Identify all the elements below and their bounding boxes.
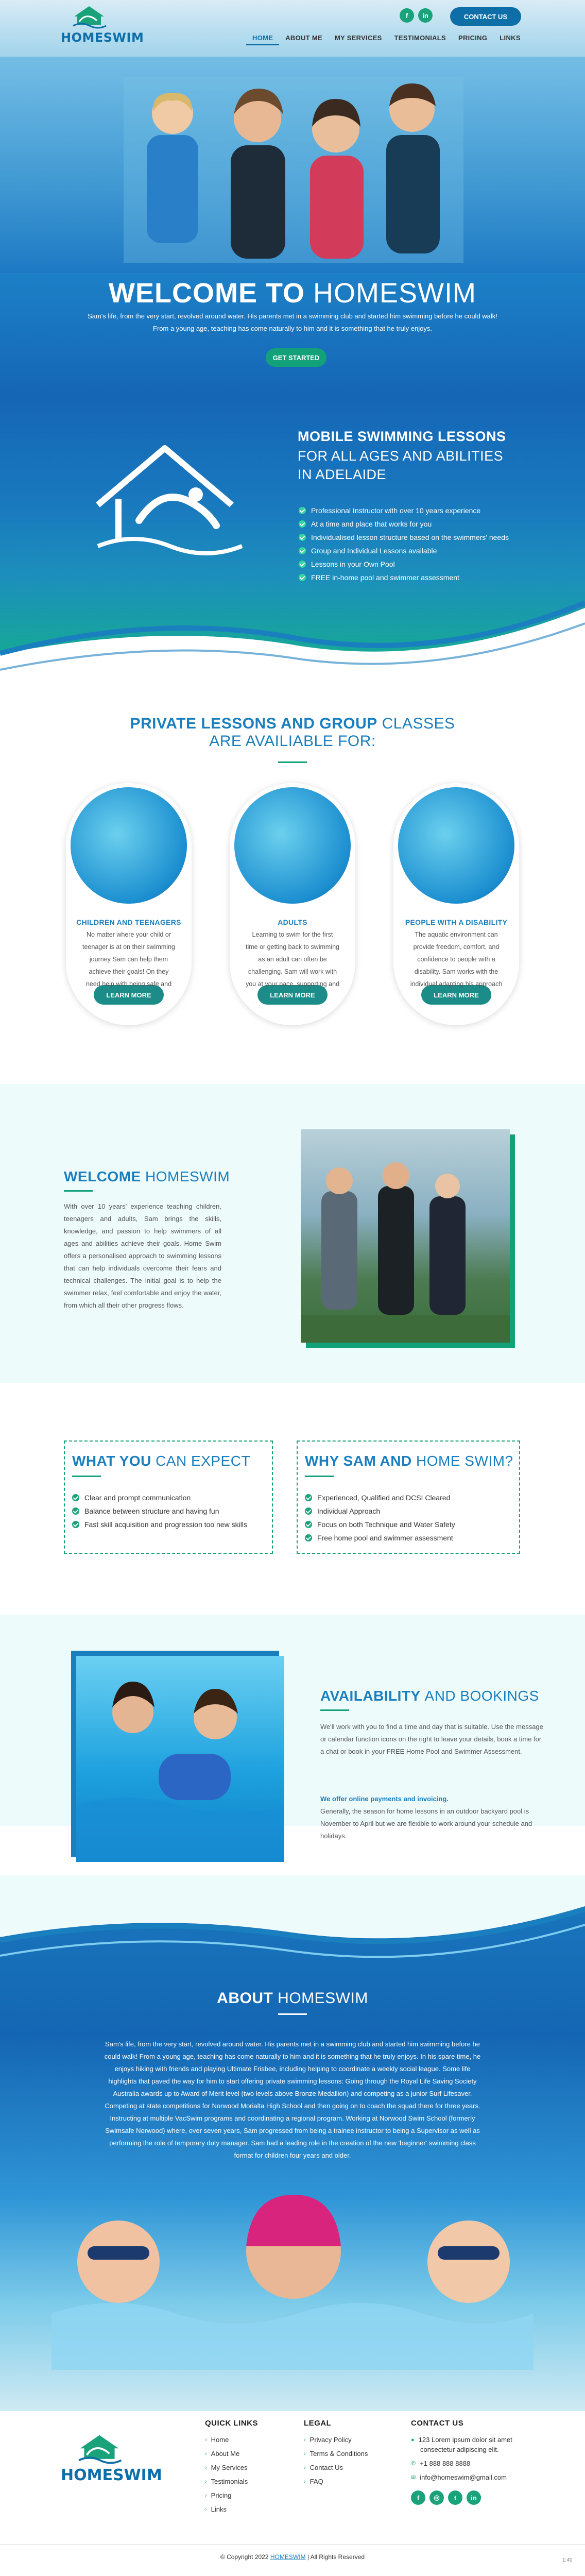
mobile-subtitle-2: IN ADELAIDE	[298, 467, 387, 482]
footer-link-contact[interactable]: › Contact Us	[304, 2464, 343, 2471]
footer-link-terms[interactable]: › Terms & Conditions	[304, 2450, 368, 2458]
list-item: Clear and prompt communication	[72, 1491, 247, 1504]
footer-link-links[interactable]: › Links	[205, 2505, 227, 2513]
card-title: PEOPLE WITH A DISABILITY	[405, 918, 508, 926]
group-photo	[301, 1129, 510, 1343]
welcome-text: With over 10 years' experience teaching children, teenagers and adults, Sam brings the skills, knowledge, and passion to help swimmers of all ages and abilities achieve their goals. Home Swim offers a personalised approach to swimming lessons that can help individuals overcome their fears and technical challenges. The initial goal is to help the swimmer relax, feel comfortable and enjoy the water, from which all their other progress flows.	[64, 1202, 221, 1309]
site-header	[0, 0, 585, 44]
card-text: The aquatic environment can provide freedom, comfort, and confidence to people with a disability. Sam works with the individual adapting his approach	[410, 931, 503, 988]
people-standing-image	[301, 1129, 510, 1343]
about-title: ABOUT HOMESWIM	[217, 1990, 368, 2007]
legal-title: LEGAL	[304, 2419, 332, 2428]
house-swimmer-logo-icon	[71, 4, 107, 28]
card-disability	[393, 783, 519, 1025]
list-item: Fast skill acquisition and progression too new skills	[72, 1518, 247, 1531]
chevron-right-icon: ›	[304, 2450, 306, 2457]
email-line[interactable]: ✉ info@homeswim@gmail.com	[411, 2473, 507, 2481]
title-underline	[64, 1190, 93, 1192]
list-item: Group and Individual Lessons available	[299, 544, 509, 557]
check-icon	[72, 1494, 79, 1501]
list-item: At a time and place that works for you	[299, 517, 509, 531]
welcome-title: WELCOME HOMESWIM	[64, 1168, 230, 1184]
list-item: Individual Approach	[305, 1504, 455, 1518]
nav-links[interactable]: LINKS	[500, 34, 521, 42]
address-line: ● 123 Lorem ipsum dolor sit amet	[411, 2436, 512, 2444]
chevron-right-icon: ›	[205, 2478, 207, 2485]
card-children	[66, 783, 192, 1025]
location-pin-icon: ●	[411, 2436, 415, 2443]
payments-note: We offer online payments and invoicing.	[320, 1795, 449, 1803]
footer-wordmark: HOMESWIM	[61, 2466, 162, 2484]
check-icon	[305, 1494, 312, 1501]
corner-badge: 1:40	[562, 2557, 573, 2563]
linkedin-icon[interactable]: in	[418, 8, 433, 23]
mobile-subtitle-1: FOR ALL AGES AND ABILITIES	[298, 448, 504, 464]
check-icon	[72, 1507, 79, 1515]
chevron-right-icon: ›	[205, 2492, 207, 2499]
footer-link-pricing[interactable]: › Pricing	[205, 2492, 232, 2499]
why-list	[305, 1491, 455, 1545]
card-title: ADULTS	[278, 918, 307, 926]
family-photo	[124, 77, 463, 263]
about-section	[0, 1875, 585, 2411]
title-underline	[278, 761, 307, 763]
site-footer	[0, 2411, 585, 2576]
check-icon	[72, 1521, 79, 1528]
check-icon	[305, 1534, 312, 1541]
linkedin-icon[interactable]: in	[467, 2490, 481, 2505]
learn-more-button[interactable]: LEARN MORE	[421, 985, 491, 1005]
footer-logo[interactable]	[61, 2432, 162, 2484]
facebook-icon[interactable]: f	[411, 2490, 425, 2505]
list-item: Lessons in your Own Pool	[299, 557, 509, 571]
list-item: Focus on both Technique and Water Safety	[305, 1518, 455, 1531]
address-line: consectetur adipiscing elit.	[420, 2446, 499, 2453]
check-icon	[299, 574, 306, 581]
why-box	[297, 1440, 520, 1554]
hero-title: WELCOME TO HOMESWIM	[109, 278, 476, 309]
availability-title: AVAILABILITY AND BOOKINGS	[320, 1688, 539, 1704]
chevron-right-icon: ›	[205, 2464, 207, 2471]
check-icon	[299, 547, 306, 554]
title-underline	[72, 1476, 101, 1477]
footer-link-testimonials[interactable]: › Testimonials	[205, 2478, 248, 2485]
list-item: Free home pool and swimmer assessment	[305, 1531, 455, 1545]
list-item: FREE in-home pool and swimmer assessment	[299, 571, 509, 584]
title-underline	[320, 1709, 349, 1711]
title-underline	[278, 2013, 307, 2015]
legal-column	[304, 2419, 368, 2488]
card-text: No matter where your child or teenager is at on their swimming journey Sam can help them achieve their goals! On they need help with being safe and	[82, 931, 175, 988]
availability-text-1: We'll work with you to find a time and day that is suitable. Use the message or calendar function icons on the right to leave your details, book a time for a chat or book in your FREE Home Pool and Swimmer Assessment.	[320, 1723, 543, 1755]
list-item: Individualised lesson structure based on the swimmers' needs	[299, 531, 509, 544]
adults-photo	[234, 787, 351, 904]
footer-link-services[interactable]: › My Services	[205, 2464, 248, 2471]
check-icon	[299, 520, 306, 528]
availability-section	[0, 1615, 585, 1840]
get-started-button[interactable]: GET STARTED	[266, 348, 326, 367]
house-swimmer-graphic-icon	[88, 438, 242, 556]
footer-social	[411, 2490, 512, 2505]
nav-about-me[interactable]: ABOUT ME	[285, 34, 322, 42]
welcome-section	[0, 1084, 585, 1383]
copyright-link[interactable]: HOMESWIM	[270, 2553, 306, 2561]
main-nav	[246, 32, 527, 45]
copyright: © Copyright 2022 HOMESWIM | All Rights Reserved	[220, 2553, 365, 2561]
chevron-right-icon: ›	[304, 2464, 306, 2471]
quick-links-title: QUICK LINKS	[205, 2419, 258, 2428]
contact-column	[411, 2419, 512, 2505]
footer-link-faq[interactable]: › FAQ	[304, 2478, 323, 2485]
nav-testimonials[interactable]: TESTIMONIALS	[394, 34, 446, 42]
chevron-right-icon: ›	[205, 2436, 207, 2443]
footer-link-about[interactable]: › About Me	[205, 2450, 240, 2458]
hero-section	[0, 0, 585, 397]
mail-icon: ✉	[411, 2475, 416, 2481]
kids-swimming-image	[51, 2184, 534, 2370]
check-icon	[299, 507, 306, 514]
list-item: Professional Instructor with over 10 years experience	[299, 504, 509, 517]
swimmers-image	[76, 1656, 284, 1862]
header-social	[400, 8, 433, 23]
footer-link-home[interactable]: › Home	[205, 2436, 229, 2444]
wave-divider	[0, 1875, 585, 1973]
about-text: Sam's life, from the very start, revolved around water. His parents met in a swimming club and started him swimming before he could walk! From a young age, teaching has come naturally to him and it is something that he truly enjoys. In his spare time, he enjoys hiking with friends and playing Ultimate Frisbee, including helping to coordinate a weekly social league. Some life highlights that paved the way for him to start offering private swimming lessons: Going through the Royal Life Saving Society Australia awards up to Award of Merit level (two levels above Bronze Medallion) and competing as a junior Surf Lifesaver. Competing at state competitions for Norwood Morialta High School and then going on to coach the squad there for three years. Instructing at multiple VacSwim programs and coordinating a regional program. Working at Norwood Swim School (formerly Swimsafe Norwood) where, over seven years, Sam progressed from being a trainee instructor to being a Supervisor as well as performing the role of temporary duty manager. Sam had a leading role in the creation of the new 'beginner' swimming class format for children four years and older.	[104, 2040, 481, 2159]
expect-list	[72, 1491, 247, 1531]
quick-links-column	[205, 2419, 258, 2516]
chevron-right-icon: ›	[205, 2506, 207, 2513]
chevron-right-icon: ›	[304, 2436, 306, 2443]
facebook-icon[interactable]: f	[400, 8, 414, 23]
hero-line-1: Sam's life, from the very start, revolved around water. His parents met in a swimming club and started him swimming before he could walk!	[88, 312, 497, 320]
list-item: Balance between structure and having fun	[72, 1504, 247, 1518]
card-adults	[230, 783, 355, 1025]
nav-pricing[interactable]: PRICING	[458, 34, 488, 42]
hero-line-2: From a young age, teaching has come naturally to him and it is something that he truly enjoys.	[153, 325, 432, 332]
chevron-right-icon: ›	[304, 2478, 306, 2485]
why-title: WHY SAM AND HOME SWIM?	[305, 1453, 513, 1469]
mobile-title: MOBILE SWIMMING LESSONS	[298, 429, 506, 444]
disability-photo	[398, 787, 514, 904]
check-icon	[305, 1507, 312, 1515]
expect-box	[64, 1440, 273, 1554]
nav-home[interactable]: HOME	[246, 32, 279, 45]
phone-line[interactable]: ✆ +1 888 888 8888	[411, 2460, 471, 2467]
house-swimmer-logo-icon	[76, 2432, 123, 2464]
private-lessons-title: PRIVATE LESSONS AND GROUP CLASSES ARE AVAILIABLE FOR:	[130, 715, 455, 750]
card-title: CHILDREN AND TEENAGERS	[76, 918, 181, 926]
learn-more-button[interactable]: LEARN MORE	[257, 985, 328, 1005]
check-icon	[299, 561, 306, 568]
card-text: Learning to swim for the first time or getting back to swimming as an adult can often be challenging. Sam will work with you at your pace, supporting and	[245, 931, 340, 988]
contact-us-button[interactable]: CONTACT US	[450, 7, 521, 26]
footer-divider	[0, 2544, 585, 2545]
title-underline	[305, 1476, 334, 1477]
check-icon	[305, 1521, 312, 1528]
children-photo	[71, 787, 187, 904]
availability-text-2: Generally, the season for home lessons in an outdoor backyard pool is November to April but we are flexible to work around your schedule and holidays.	[320, 1807, 532, 1840]
nav-my-services[interactable]: MY SERVICES	[334, 34, 382, 42]
learn-more-button[interactable]: LEARN MORE	[94, 985, 164, 1005]
twitter-icon[interactable]: t	[448, 2490, 462, 2505]
header-logo[interactable]	[61, 4, 144, 45]
check-icon	[299, 534, 306, 541]
wave-divider	[0, 592, 585, 690]
instagram-icon[interactable]: ◎	[429, 2490, 444, 2505]
contact-title: CONTACT US	[411, 2419, 464, 2428]
logo-wordmark: HOMESWIM	[61, 30, 144, 45]
footer-link-privacy[interactable]: › Privacy Policy	[304, 2436, 352, 2444]
expect-title: WHAT YOU CAN EXPECT	[72, 1453, 251, 1469]
mobile-features-list	[299, 504, 509, 584]
phone-icon: ✆	[411, 2461, 416, 2467]
pool-lesson-photo	[76, 1656, 284, 1862]
list-item: Experienced, Qualified and DCSI Cleared	[305, 1491, 455, 1504]
chevron-right-icon: ›	[205, 2450, 207, 2457]
